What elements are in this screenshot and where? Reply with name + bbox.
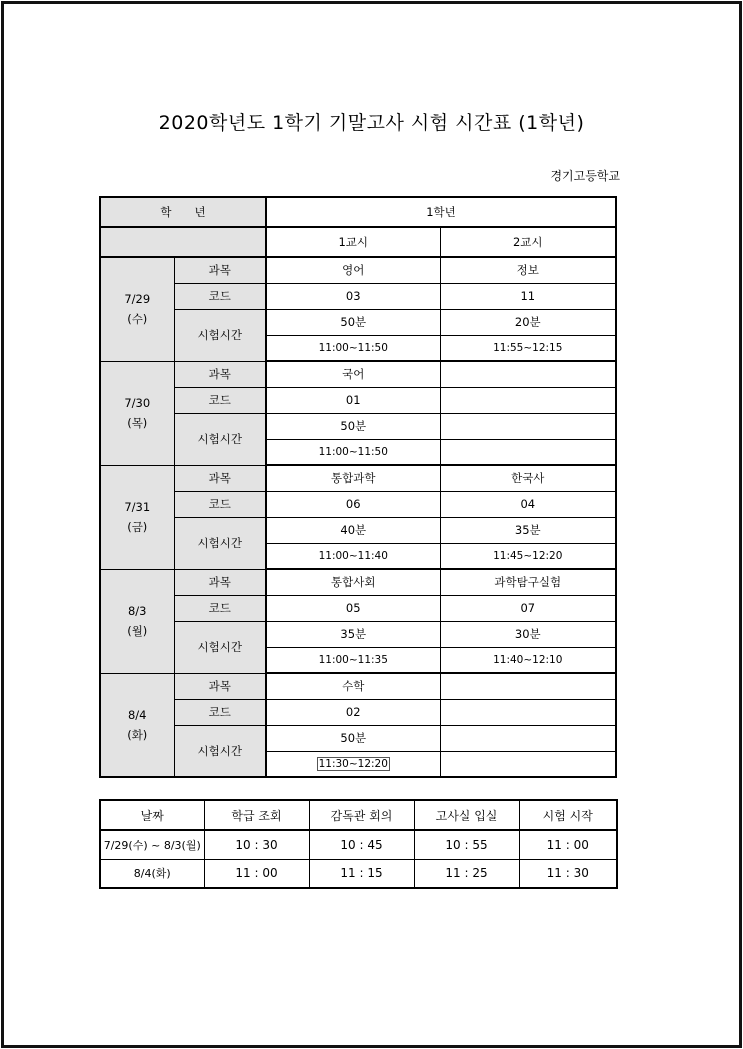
period1-header: 1교시: [266, 227, 440, 257]
row-label-subject: 과목: [174, 361, 266, 387]
p2-subject: [440, 361, 616, 387]
exam-schedule-table: [99, 196, 617, 778]
school-name: 경기고등학교: [550, 169, 620, 183]
times-cell: 11 : 30: [519, 859, 617, 888]
p1-duration: 50분: [266, 309, 440, 335]
p1-duration: 40분: [266, 517, 440, 543]
day-date: 8/4: [127, 707, 147, 722]
row-label-duration: 시험시간: [174, 309, 266, 361]
row-label-code: 코드: [174, 283, 266, 309]
p2-time: 11:45~12:20: [440, 543, 616, 569]
times-cell: 11 : 25: [414, 859, 519, 888]
p1-subject: 영어: [266, 257, 440, 283]
p2-subject: 과학탐구실험: [440, 569, 616, 595]
row-label-subject: 과목: [174, 569, 266, 595]
p2-code: 07: [440, 595, 616, 621]
day-weekday: (월): [127, 624, 148, 638]
p2-time: 11:55~12:15: [440, 335, 616, 361]
day-date: 7/31: [124, 500, 151, 514]
p2-subject: 정보: [440, 257, 616, 283]
p1-time: 11:00~11:50: [318, 341, 388, 354]
day-date: 8/3: [127, 604, 147, 618]
times-cell: 10 : 55: [414, 830, 519, 859]
p2-code: 04: [440, 491, 616, 517]
day-weekday: (화): [127, 727, 148, 742]
period2-header: 2교시: [440, 227, 616, 257]
row-label-subject: 과목: [174, 673, 266, 699]
row-label-subject: 과목: [174, 465, 266, 491]
p2-code: [440, 387, 616, 413]
p1-duration: 50분: [266, 413, 440, 439]
p1-subject: 통합사회: [266, 569, 440, 595]
p1-duration: 35분: [266, 621, 440, 647]
day-cell: [100, 257, 174, 361]
page-title: 2020학년도 1학기 기말고사 시험 시간표 (1학년): [158, 112, 585, 134]
p1-code: 05: [266, 595, 440, 621]
times-cell: 11 : 15: [309, 859, 414, 888]
p1-subject: 수학: [266, 673, 440, 699]
p2-duration: 35분: [440, 517, 616, 543]
p1-time: 11:00~11:40: [318, 549, 388, 562]
day-weekday: (금): [127, 520, 148, 534]
p1-code: 06: [266, 491, 440, 517]
day-cell: [100, 673, 174, 777]
p1-time-cell: [266, 439, 440, 465]
times-cell: 11 : 00: [204, 859, 309, 888]
p2-duration: [440, 413, 616, 439]
p1-time-cell: [266, 335, 440, 361]
times-header-exam-start: 시험 시작: [519, 800, 617, 830]
times-header-room-entry: 고사실 입실: [414, 800, 519, 830]
p2-time: [440, 751, 616, 777]
row-label-duration: 시험시간: [174, 725, 266, 777]
daily-times-table: [99, 799, 618, 889]
p1-subject: 통합과학: [266, 465, 440, 491]
times-cell: 11 : 00: [519, 830, 617, 859]
p1-code: 03: [266, 283, 440, 309]
p1-duration: 50분: [266, 725, 440, 751]
grade-header-label: 학 년: [100, 197, 266, 227]
times-header-homeroom: 학급 조회: [204, 800, 309, 830]
times-cell: 7/29(수) ~ 8/3(월): [100, 830, 204, 859]
times-header-date: 날짜: [100, 800, 204, 830]
p2-code: [440, 699, 616, 725]
day-date: 7/30: [124, 396, 151, 410]
period-header-blank: [100, 227, 266, 257]
row-label-duration: 시험시간: [174, 621, 266, 673]
day-weekday: (목): [127, 416, 148, 430]
day-cell: [100, 465, 174, 569]
grade-header-value: 1학년: [266, 197, 616, 227]
p2-duration: 30분: [440, 621, 616, 647]
p2-duration: 20분: [440, 309, 616, 335]
p1-code: 01: [266, 387, 440, 413]
p1-time: 11:30~12:20: [318, 757, 388, 770]
row-label-subject: 과목: [174, 257, 266, 283]
p1-time-cell: [266, 647, 440, 673]
p2-time: 11:40~12:10: [440, 647, 616, 673]
day-cell: [100, 361, 174, 465]
p2-time: [440, 439, 616, 465]
times-cell: 10 : 45: [309, 830, 414, 859]
p1-time: 11:00~11:50: [318, 445, 388, 458]
p1-code: 02: [266, 699, 440, 725]
p2-subject: [440, 673, 616, 699]
row-label-code: 코드: [174, 595, 266, 621]
row-label-code: 코드: [174, 387, 266, 413]
p2-duration: [440, 725, 616, 751]
p1-time: 11:00~11:35: [318, 653, 388, 666]
times-cell: 8/4(화): [100, 859, 204, 888]
p2-code: 11: [440, 283, 616, 309]
row-label-duration: 시험시간: [174, 517, 266, 569]
day-weekday: (수): [127, 312, 148, 327]
times-cell: 10 : 30: [204, 830, 309, 859]
p1-time-cell: [266, 751, 440, 777]
day-cell: [100, 569, 174, 673]
times-header-proctor-meeting: 감독관 회의: [309, 800, 414, 830]
row-label-code: 코드: [174, 491, 266, 517]
row-label-duration: 시험시간: [174, 413, 266, 465]
p1-subject: 국어: [266, 361, 440, 387]
row-label-code: 코드: [174, 699, 266, 725]
p2-subject: 한국사: [440, 465, 616, 491]
p1-time-cell: [266, 543, 440, 569]
day-date: 7/29: [124, 292, 151, 307]
